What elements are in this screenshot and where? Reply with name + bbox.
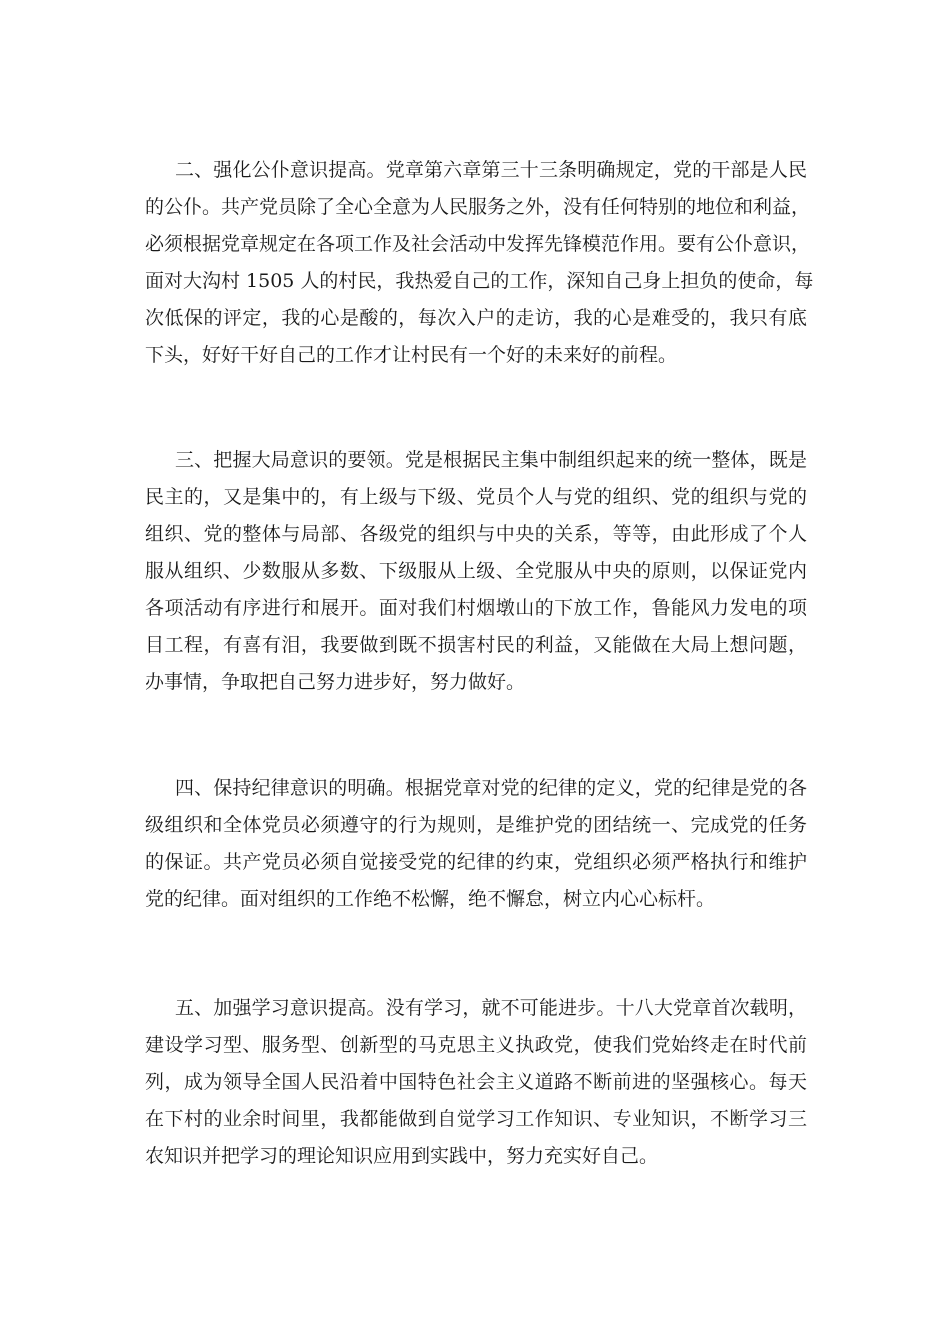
- text-line: 四、保持纪律意识的明确。根据党章对党的纪律的定义，党的纪律是党的各: [175, 777, 807, 799]
- paragraph-2: [145, 152, 814, 374]
- text-line: 的公仆。共产党员除了全心全意为人民服务之外，没有任何特别的地位和利益，: [145, 196, 811, 218]
- text-line: 二、强化公仆意识提高。党章第六章第三十三条明确规定，党的干部是人民: [175, 159, 807, 181]
- text-line: 建设学习型、服务型、创新型的马克思主义执政党，使我们党始终走在时代前: [145, 1034, 807, 1056]
- paragraph-3: [145, 442, 807, 701]
- text-line: 办事情，争取把自己努力进步好，努力做好。: [145, 671, 526, 693]
- text-line: 各项活动有序进行和展开。面对我们村烟墩山的下放工作，鲁能风力发电的项: [145, 597, 807, 619]
- text-line: 目工程，有喜有泪，我要做到既不损害村民的利益，又能做在大局上想问题，: [145, 634, 807, 656]
- text-line: 次低保的评定，我的心是酸的，每次入户的走访，我的心是难受的，我只有底: [145, 307, 807, 329]
- text-line: 民主的，又是集中的，有上级与下级、党员个人与党的组织、党的组织与党的: [145, 486, 807, 508]
- text-line: 组织、党的整体与局部、各级党的组织与中央的关系，等等，由此形成了个人: [145, 523, 807, 545]
- text-line: 五、加强学习意识提高。没有学习，就不可能进步。十八大党章首次载明，: [175, 997, 807, 1019]
- text-line: 三、把握大局意识的要领。党是根据民主集中制组织起来的统一整体，既是: [175, 449, 807, 471]
- paragraph-4: [145, 770, 807, 918]
- text-line: 服从组织、少数服从多数、下级服从上级、全党服从中央的原则，以保证党内: [145, 560, 807, 582]
- text-line: 农知识并把学习的理论知识应用到实践中，努力充实好自己。: [145, 1145, 659, 1167]
- text-line: 在下村的业余时间里，我都能做到自觉学习工作知识、专业知识，不断学习三: [145, 1108, 807, 1130]
- text-line: 的保证。共产党员必须自觉接受党的纪律的约束，党组织必须严格执行和维护: [145, 851, 807, 873]
- paragraph-5: [145, 990, 807, 1175]
- text-line: 下头，好好干好自己的工作才让村民有一个好的未来好的前程。: [145, 344, 678, 366]
- text-line: 必须根据党章规定在各项工作及社会活动中发挥先锋模范作用。要有公仆意识，: [145, 233, 811, 255]
- text-line: 列，成为领导全国人民沿着中国特色社会主义道路不断前进的坚强核心。每天: [145, 1071, 807, 1093]
- text-line: 级组织和全体党员必须遵守的行为规则，是维护党的团结统一、完成党的任务: [145, 814, 807, 836]
- text-line: 面对大沟村 1505 人的村民，我热爱自己的工作，深知自己身上担负的使命，每: [145, 270, 814, 292]
- text-line: 党的纪律。面对组织的工作绝不松懈，绝不懈怠，树立内心心标杆。: [145, 888, 716, 910]
